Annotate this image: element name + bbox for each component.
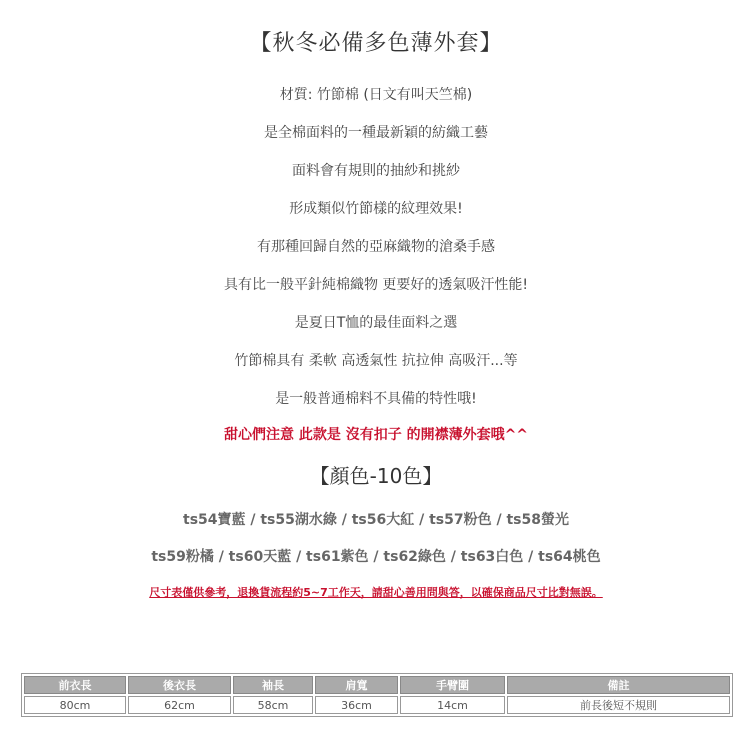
description-line: 有那種回歸自然的亞麻織物的滄桑手感 — [257, 239, 495, 255]
color-options-line: ts54寶藍 / ts55湖水綠 / ts56大紅 / ts57粉色 / ts58螢光 — [183, 512, 569, 528]
size-table-row — [24, 696, 730, 714]
no-buttons-warning: 甜心們注意 此款是 沒有扣子 的開襟薄外套哦^^ — [223, 427, 529, 443]
header-back-length: 後衣長 — [128, 676, 231, 694]
cell-remarks: 前長後短不規則 — [507, 696, 730, 714]
cell-shoulder-width: 36cm — [315, 696, 398, 714]
description-line: 是全棉面料的一種最新穎的紡織工藝 — [264, 125, 488, 141]
description-line: 竹節棉具有 柔軟 高透氣性 抗拉伸 高吸汗...等 — [234, 353, 518, 369]
page-title: 【秋冬必備多色薄外套】 — [249, 31, 503, 56]
description-line: 是夏日T恤的最佳面料之選 — [294, 315, 458, 331]
description-line: 材質: 竹節棉 (日文有叫天竺棉) — [279, 87, 473, 103]
description-line: 具有比一般平針純棉織物 更要好的透氣吸汗性能! — [223, 277, 529, 293]
cell-arm-circumference: 14cm — [400, 696, 505, 714]
cell-front-length: 80cm — [24, 696, 126, 714]
size-table — [21, 673, 733, 717]
size-chart-note: 尺寸表僅供參考，退換貨流程約5~7工作天，請甜心善用問與答，以確保商品尺寸比對無誤。 — [149, 586, 603, 599]
cell-back-length: 62cm — [128, 696, 231, 714]
description-line: 是一般普通棉料不具備的特性哦! — [275, 391, 477, 407]
color-options-line: ts59粉橘 / ts60天藍 / ts61紫色 / ts62綠色 / ts63白色 / ts64桃色 — [151, 549, 601, 565]
description-line: 形成類似竹節樣的紋理效果! — [289, 201, 463, 217]
description-line: 面料會有規則的抽紗和挑紗 — [292, 163, 460, 179]
header-sleeve-length: 袖長 — [233, 676, 313, 694]
size-table-header-row — [24, 676, 730, 694]
header-front-length: 前衣長 — [24, 676, 126, 694]
colors-heading: 【顏色-10色】 — [309, 464, 443, 488]
header-arm-circumference: 手臂圍 — [400, 676, 505, 694]
header-shoulder-width: 肩寬 — [315, 676, 398, 694]
cell-sleeve-length: 58cm — [233, 696, 313, 714]
header-remarks: 備註 — [507, 676, 730, 694]
